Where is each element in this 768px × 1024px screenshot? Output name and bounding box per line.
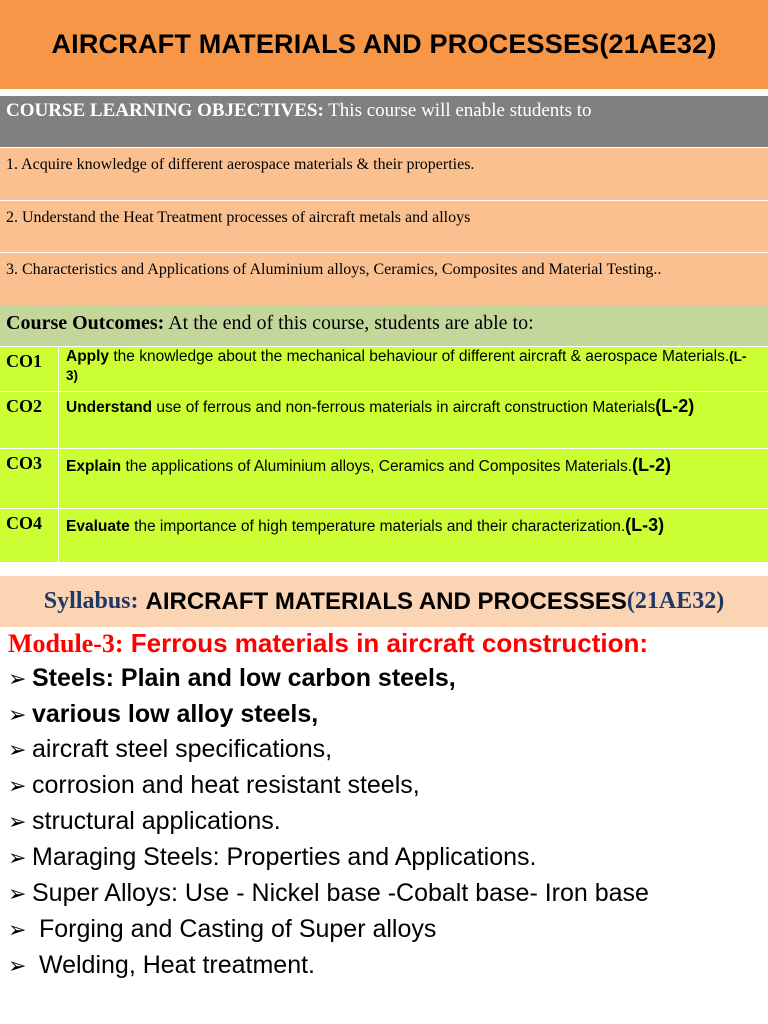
module-title: [8, 628, 648, 659]
syllabus-course-code: (21AE32): [626, 588, 725, 614]
outcome-code: CO4: [6, 513, 42, 533]
outcome-description: Understand use of ferrous and non-ferrous materials in aircraft construction Materials(L-2): [66, 396, 695, 416]
outcome-level: (L-3): [66, 349, 747, 383]
outcome-row: [0, 391, 768, 448]
syllabus-bullet: ➢ structural applications.: [8, 807, 281, 835]
arrowhead-bullet-icon: ➢: [8, 954, 27, 979]
arrowhead-bullet-icon: ➢: [8, 774, 27, 799]
outcome-code: CO2: [6, 396, 42, 416]
arrowhead-bullet-icon: ➢: [8, 703, 27, 728]
arrowhead-bullet-icon: ➢: [8, 882, 27, 907]
outcomes-header-text: At the end of this course, students are able to:: [164, 312, 534, 334]
objective-row: [0, 147, 768, 200]
outcome-code: CO1: [6, 351, 42, 371]
objective-row: [0, 200, 768, 252]
arrowhead-bullet-icon: ➢: [8, 918, 27, 943]
module-label: Module-3:: [8, 629, 124, 658]
outcome-level: (L-3): [625, 515, 665, 535]
syllabus-bar: [0, 576, 768, 627]
arrowhead-bullet-icon: ➢: [8, 738, 27, 763]
outcome-code: CO3: [6, 453, 42, 473]
arrowhead-bullet-icon: ➢: [8, 667, 27, 692]
syllabus-bullet: ➢ corrosion and heat resistant steels,: [8, 771, 420, 799]
outcome-description: Explain the applications of Aluminium alloys, Ceramics and Composites Materials.(L-2): [66, 455, 671, 475]
outcome-level: (L-2): [655, 396, 695, 416]
objective-text: 3. Characteristics and Applications of Aluminium alloys, Ceramics, Composites and Material Testing..: [6, 261, 662, 278]
outcome-row: [0, 346, 768, 391]
objective-text: 2. Understand the Heat Treatment processes of aircraft metals and alloys: [6, 209, 471, 226]
outcome-description: Evaluate the importance of high temperature materials and their characterization.(L-3): [66, 515, 665, 535]
title-bar: [0, 0, 768, 89]
objectives-header: [0, 96, 768, 147]
syllabus-label: Syllabus:: [43, 588, 139, 614]
outcome-level: (L-2): [632, 455, 671, 475]
syllabus-bullet: ➢ Forging and Casting of Super alloys: [8, 915, 437, 943]
arrowhead-bullet-icon: ➢: [8, 846, 27, 871]
syllabus-bullet: ➢ Welding, Heat treatment.: [8, 951, 316, 979]
outcomes-header: [0, 306, 768, 346]
objectives-header-text: This course will enable students to: [323, 100, 592, 121]
syllabus-bullet: ➢ Steels: Plain and low carbon steels,: [8, 664, 456, 692]
syllabus-course-title: AIRCRAFT MATERIALS AND PROCESSES: [145, 587, 627, 615]
objective-row: [0, 252, 768, 306]
module-name: Ferrous materials in aircraft construction:: [123, 628, 649, 658]
objectives-header-label: COURSE LEARNING OBJECTIVES:: [6, 100, 324, 121]
objective-text: 1. Acquire knowledge of different aerospace materials & their properties.: [6, 156, 475, 173]
syllabus-bullet: ➢ aircraft steel specifications,: [8, 735, 333, 763]
page-title: AIRCRAFT MATERIALS AND PROCESSES(21AE32): [51, 29, 717, 59]
syllabus-bullet: ➢ Super Alloys: Use - Nickel base -Cobalt base- Iron base: [8, 879, 649, 907]
outcome-row: [0, 508, 768, 562]
outcome-description: Apply the knowledge about the mechanical behaviour of different aircraft & aerospace Materials.(L-3): [66, 348, 747, 383]
outcome-row: [0, 448, 768, 508]
syllabus-bullet: ➢ Maraging Steels: Properties and Applications.: [8, 843, 537, 871]
arrowhead-bullet-icon: ➢: [8, 810, 27, 835]
syllabus-bullet: ➢ various low alloy steels,: [8, 700, 319, 728]
outcomes-header-label: Course Outcomes:: [6, 312, 165, 334]
